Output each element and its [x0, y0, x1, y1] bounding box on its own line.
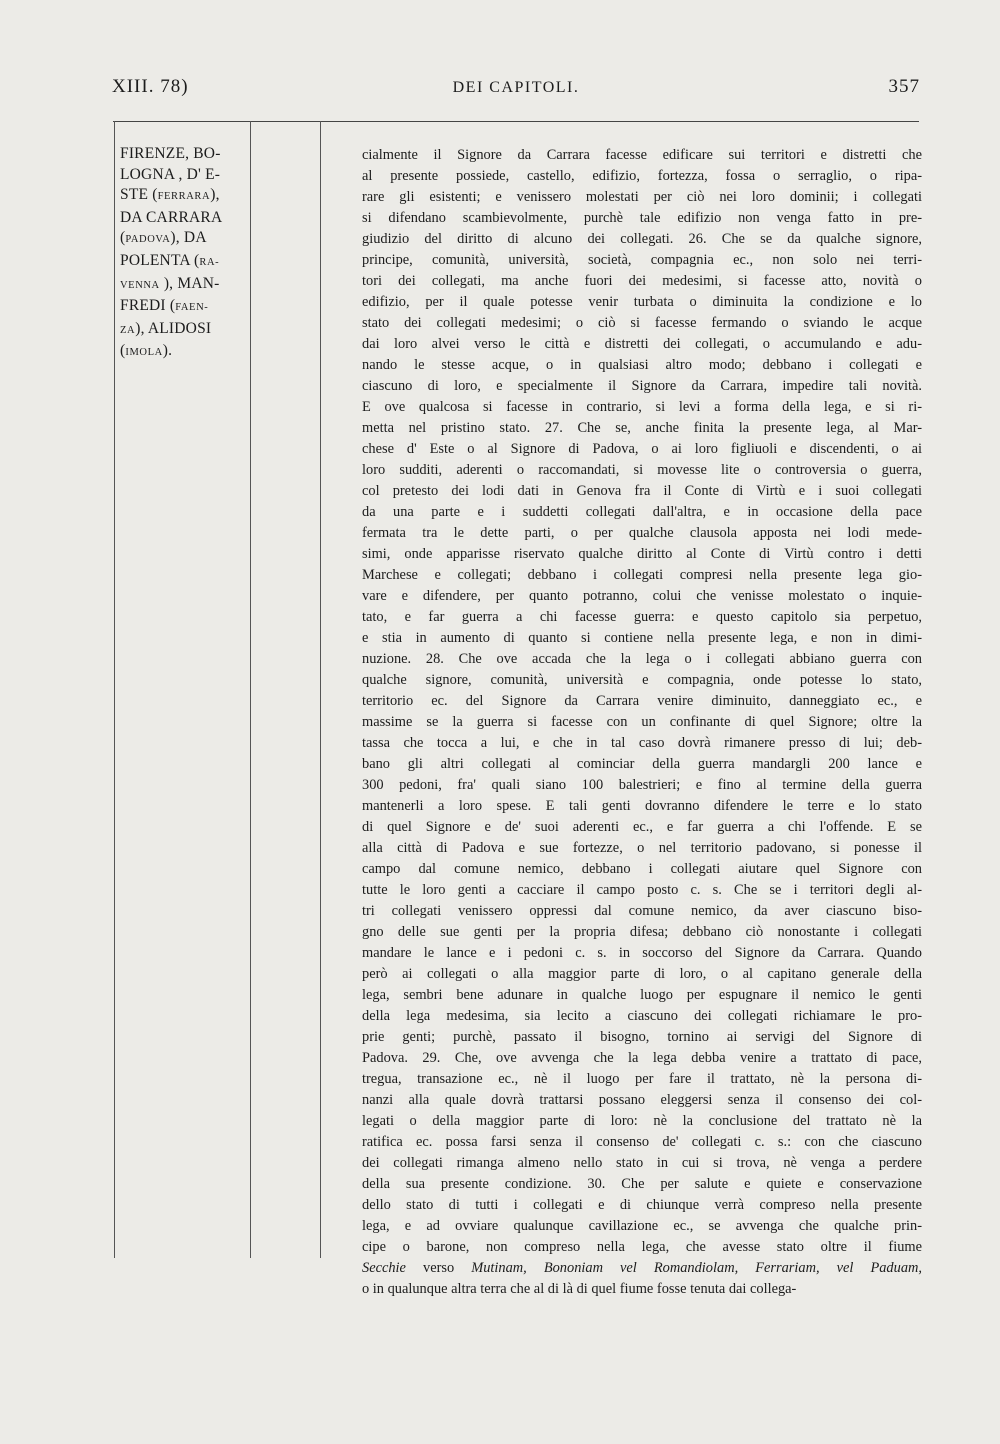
margin-note-text: LOGNA , D' E- — [120, 165, 221, 183]
text-line: al presente possiede, castello, edifizio, fortezza, fossa o serraglio, o ripa- — [362, 168, 922, 184]
margin-note-text: FREDI ( — [120, 297, 176, 315]
header-rule — [113, 121, 919, 122]
text-line: stato dei collegati medesimi; o ciò si facesse fermando o sviando le acque — [362, 315, 922, 331]
text-line: bano gli altri collegati al cominciar della guerra mandargli 200 lance e — [362, 756, 922, 772]
text-line: tato, e far guerra a chi facesse guerra: e questo capitolo sia perpetuo, — [362, 609, 922, 625]
text-line: tri collegati venissero oppressi dal comune nemico, da aver ciascuno biso- — [362, 903, 922, 919]
text-line: Marchese e collegati; debbano i collegati compresi nella presente lega gio- — [362, 567, 922, 583]
text-line: col pretesto dei lodi dati in Genova fra il Conte di Virtù e i suoi collegati — [362, 483, 922, 499]
text-line: principe, comunità, università, società, compagnia ec., non solo nei terri- — [362, 252, 922, 268]
margin-note-smallcaps: VENNA — [120, 279, 160, 291]
margin-note-text: ), — [210, 186, 220, 204]
margin-note-text: STE ( — [120, 186, 158, 204]
text-line: ciascuno di loro, e specialmente il Signore da Carrara, impedire tali novità. — [362, 378, 922, 394]
text-line: 300 pedoni, fra' quali siano 100 balestrieri; e fino al termine della guerra — [362, 777, 922, 793]
margin-note-line — [120, 296, 248, 319]
text-line: tutte le loro genti a cacciare il campo posto c. s. Che se i territori degli al- — [362, 882, 922, 898]
text-line: legati o della maggior parte di loro: nè la conclusione del trattato nè la — [362, 1113, 922, 1129]
column-rule-middle — [250, 121, 251, 1258]
margin-note-line — [120, 319, 248, 342]
text-line: tori dei collegati, ma anche fuori dei medesimi, si facesse atto, novità o — [362, 273, 922, 289]
running-title: DEI CAPITOLI. — [452, 79, 580, 96]
text-line: nuzione. 28. Che ove accada che la lega o i collegati abbiano guerra con — [362, 651, 922, 667]
italic-text: Mutinam, Bononiam vel Romandiolam, Ferrariam, vel Paduam, — [471, 1260, 922, 1276]
text-line: mantenerli a loro spese. E tali genti dovranno difendere le terre e lo stato — [362, 798, 922, 814]
text-segment: verso — [405, 1260, 472, 1276]
text-line: nando le stesse acque, o in qualsiasi altro modo; debbano i collegati e — [362, 357, 922, 373]
text-line: da una parte e i suddetti collegati dall'altra, e in occasione della pace — [362, 504, 922, 520]
italic-text: Secchie — [362, 1260, 406, 1276]
margin-note-smallcaps: RA- — [199, 256, 220, 268]
margin-note-text: FIRENZE, BO- — [120, 145, 221, 162]
margin-note-text: ), ALIDOSI — [135, 319, 212, 337]
text-line: tregua, transazione ec., nè il luogo per fare il trattato, nè la persona di- — [362, 1071, 922, 1087]
text-line: loro sudditi, aderenti o raccomandati, si movesse lite o controversia o guerra, — [362, 462, 922, 478]
text-line: e stia in aumento di quanto si contiene nella presente lega, e non in dimi- — [362, 630, 922, 646]
margin-note-smallcaps: PADOVA — [125, 234, 171, 246]
text-line: prie genti; purchè, passato il bisogno, tornino ai servigi del Signore di — [362, 1029, 922, 1045]
margin-note-text: POLENTA ( — [120, 251, 200, 269]
text-line: mandare le lance e i pedoni c. s. in soccorso del Signore da Carrara. Quando — [362, 945, 922, 961]
text-line: nanzi alla quale dovrà trattarsi possano eleggersi senza il consenso dei col- — [362, 1092, 922, 1108]
text-line: lega, sembri bene adunare in qualche luogo per espugnare il nemico le genti — [362, 987, 922, 1003]
margin-note-text: DA CARRARA — [120, 208, 223, 226]
text-line: si difendano scambievolmente, purchè tale edifizio non venga fatto in pre- — [362, 210, 922, 226]
text-line: dei collegati rimanga almeno nello stato in cui si trova, nè venga a perdere — [362, 1155, 922, 1171]
text-line: di quel Signore e de' suoi aderenti ec., e far guerra a chi l'offende. E se — [362, 819, 922, 835]
text-line: fermata tra le dette parti, o per qualche clausola apposta nei lodi mede- — [362, 525, 922, 541]
chapter-reference: XIII. 78) — [112, 76, 189, 97]
text-line: però ai collegati o alla maggior parte di loro, o al capitano generale della — [362, 966, 922, 982]
margin-note-parties — [120, 144, 248, 364]
margin-note-line — [120, 165, 248, 186]
margin-note-line — [120, 228, 248, 251]
text-line: alla città di Padova e sue fortezze, o nel territorio padovano, si ponesse il — [362, 840, 922, 856]
margin-note-smallcaps: FAEN- — [175, 302, 209, 314]
column-rule-left — [114, 121, 115, 1258]
margin-note-text: ( — [120, 342, 126, 360]
margin-note-line — [120, 144, 248, 165]
text-line: ratifica ec. possa farsi senza il consenso de' collegati c. s.: con che ciascuno — [362, 1134, 922, 1150]
text-line: della sua presente condizione. 30. Che per salute e quiete e conservazione — [362, 1176, 922, 1192]
text-line: Padova. 29. Che, ove avvenga che la lega debba venire a trattato di pace, — [362, 1050, 922, 1066]
text-line: qualche signore, comunità, università e compagnia, onde potesse lo stato, — [362, 672, 922, 688]
text-line: dai loro alvei verso le città e distretti dei collegati, o accumulando e adu- — [362, 336, 922, 352]
margin-note-smallcaps: FERRARA — [157, 191, 211, 203]
text-line: o in qualunque altra terra che al di là di quel fiume fosse tenuta dai collega- — [362, 1281, 797, 1297]
column-rule-right — [320, 121, 321, 1258]
text-line: vare e difendere, per quanto potranno, colui che venisse molestato o inquie- — [362, 588, 922, 604]
text-line: edifizio, per il quale potesse venir turbata o diminuita la condizione e lo — [362, 294, 922, 310]
text-line: della lega medesima, sia lecito a ciascuno dei collegati richiamare le pro- — [362, 1008, 922, 1024]
margin-note-line — [120, 251, 248, 274]
text-line: dello stato di tutti i collegati e di chiunque verrà compreso nella presente — [362, 1197, 922, 1213]
page-number: 357 — [888, 76, 920, 97]
margin-note-smallcaps: IMOLA — [125, 347, 163, 359]
text-line: simi, onde apparisse riservato qualche diritto al Conte di Virtù contro i detti — [362, 546, 922, 562]
margin-note-text: ). — [162, 342, 173, 360]
margin-note-text: ), DA — [170, 229, 207, 247]
margin-note-line — [120, 185, 248, 208]
text-line: territorio ec. del Signore da Carrara venire diminuito, danneggiato ec., e — [362, 693, 922, 709]
text-line: chese d' Este o al Signore di Padova, o ai loro figliuoli e discendenti, o ai — [362, 441, 922, 457]
text-line: cialmente il Signore da Carrara facesse edificare sui territori e distretti che — [362, 147, 922, 163]
text-line: rare gli esistenti; e venissero molestati per ciò nei loro dominii; i collegati — [362, 189, 922, 205]
margin-note-line — [120, 274, 248, 297]
margin-note-line — [120, 208, 248, 229]
text-line: lega, e ad ovviare qualunque cavillazione ec., se avvenga che qualche prin- — [362, 1218, 922, 1234]
text-line: tassa che tocca a lui, e che in tal caso dovrà rimanere presso di lui; deb- — [362, 735, 922, 751]
body-text — [362, 145, 922, 1300]
text-line: E ove qualcosa si facesse in contrario, si levi a forma della lega, e si ri- — [362, 399, 922, 415]
margin-note-text: ( — [120, 229, 126, 247]
margin-note-smallcaps: ZA — [120, 324, 136, 336]
margin-note-text: ), MAN- — [159, 274, 220, 292]
text-line: campo dal comune nemico, debbano i collegati aiutare quel Signore con — [362, 861, 922, 877]
text-line: metta nel pristino stato. 27. Che se, anche finita la presente lega, al Mar- — [362, 420, 922, 436]
margin-note-line — [120, 341, 248, 364]
text-line: massime se la guerra si facesse con un confinante di quel Signore; oltre la — [362, 714, 922, 730]
text-line — [362, 1258, 922, 1279]
text-line: giudizio del diritto di alcuno dei collegati. 26. Che se da qualche signore, — [362, 231, 922, 247]
text-line: cipe o barone, non compreso nella lega, che avesse stato oltre il fiume — [362, 1239, 922, 1255]
text-line: gno delle sue genti per la propria difesa; debbano ciò nonostante i collegati — [362, 924, 922, 940]
